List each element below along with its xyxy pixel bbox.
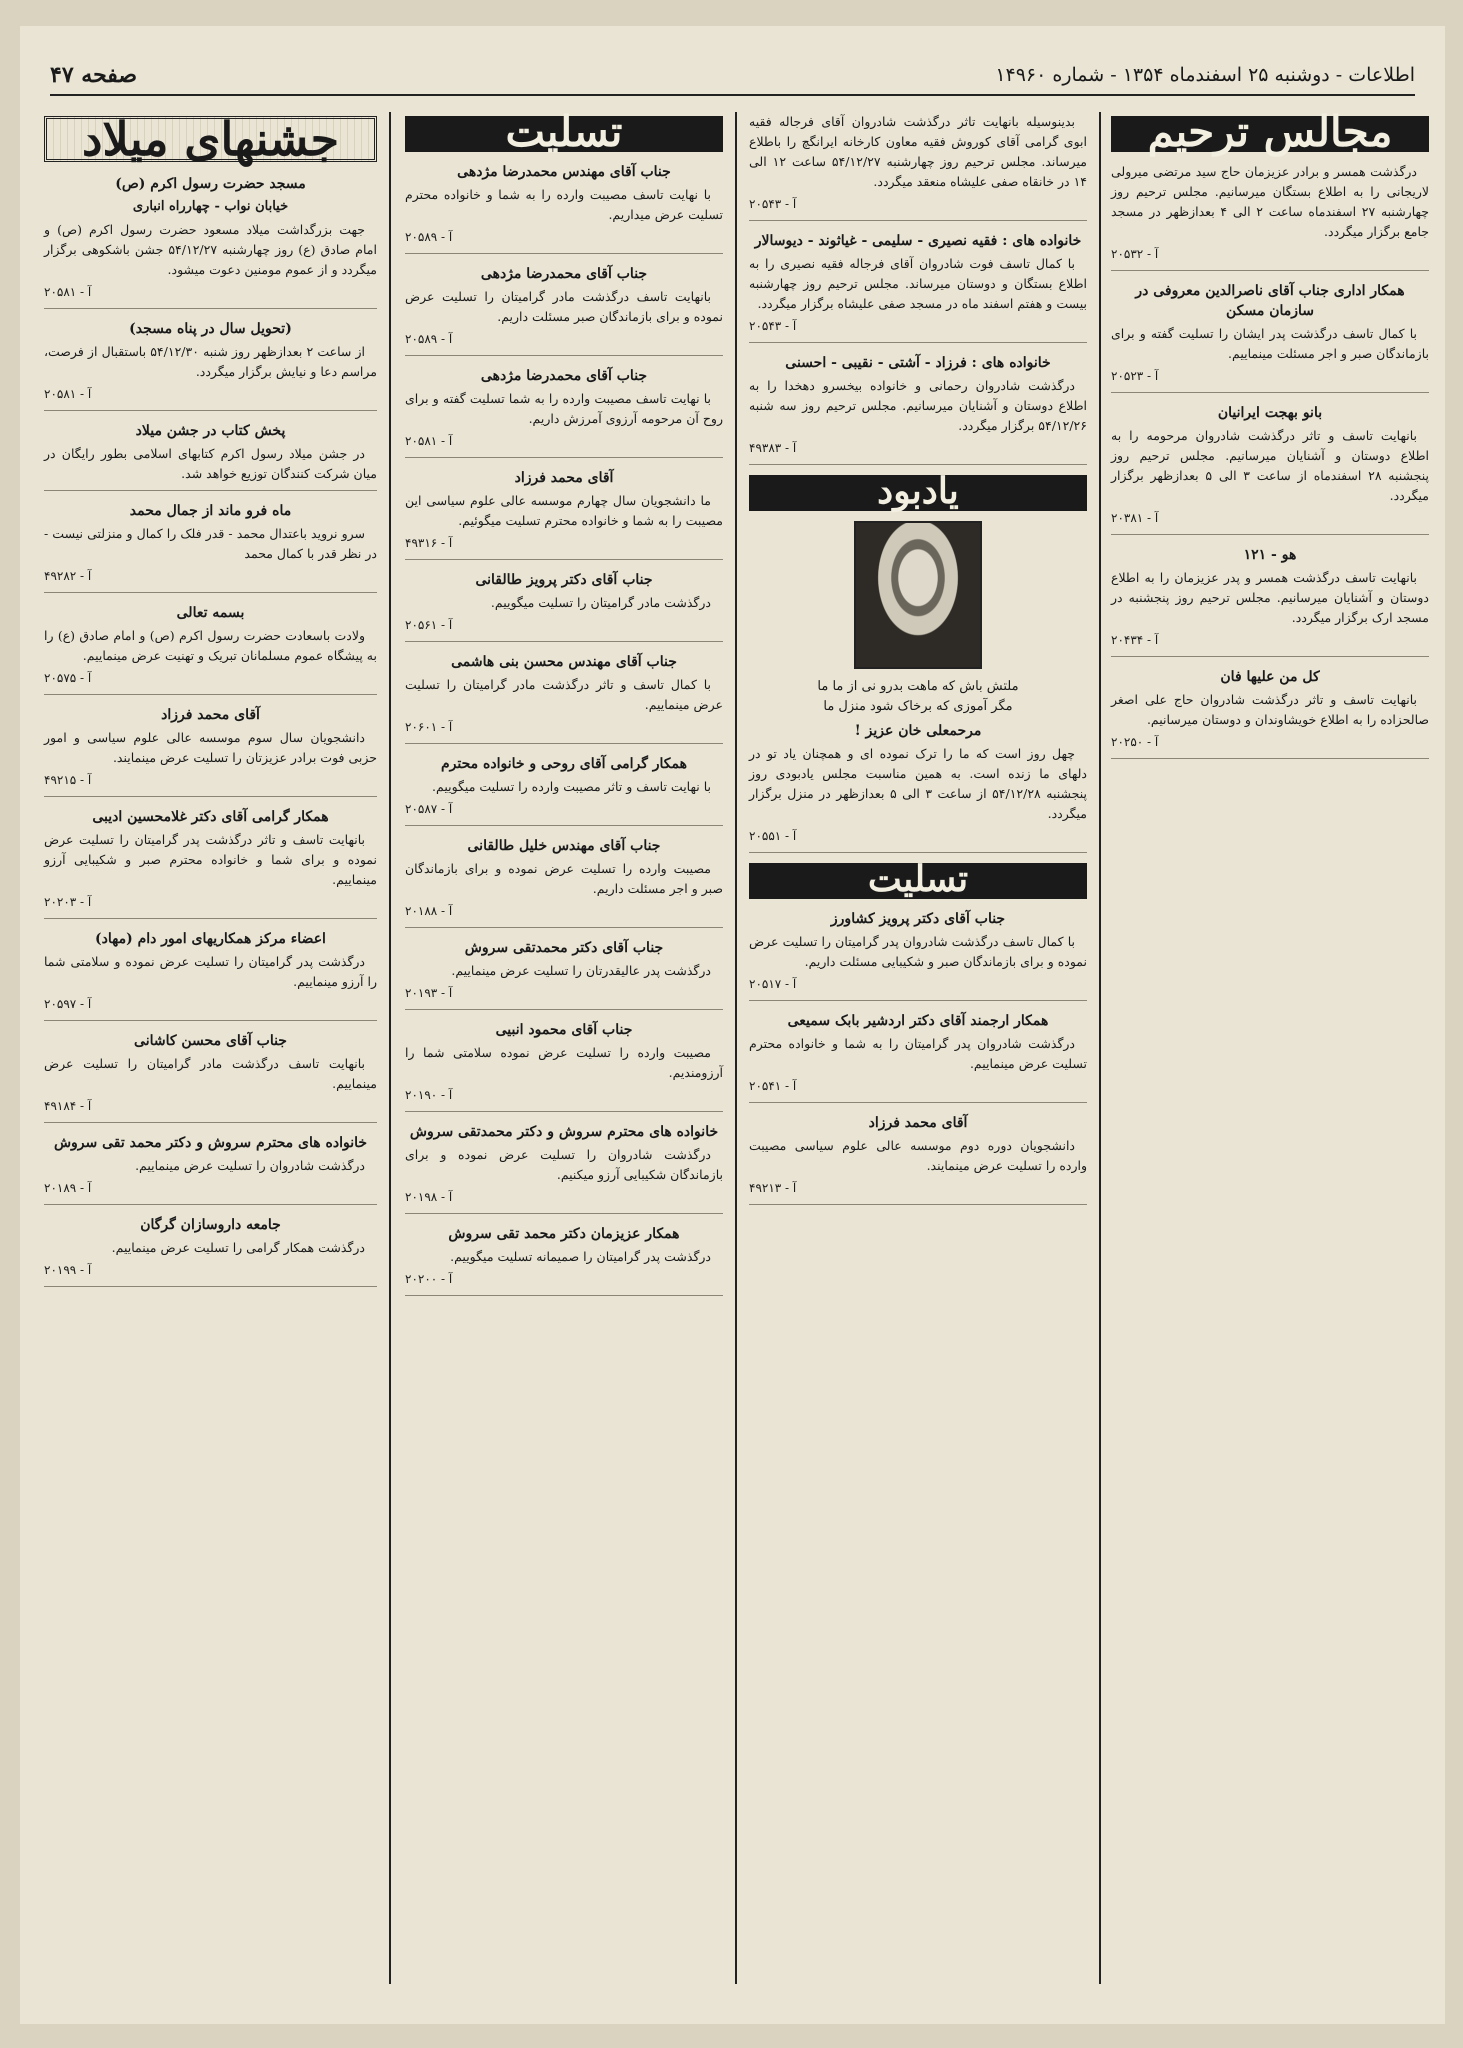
notice-text: درگذشت پدر گرامیتان را تسلیت عرض نموده و سلامتی شما را آرزو مینماییم. — [44, 954, 377, 989]
notice-title: جناب آقای دکتر محمدتقی سروش — [464, 940, 664, 956]
notice-text: با کمال تاسف درگذشت پدر ایشان را تسلیت گفته و برای بازماندگان صبر و اجر مسئلت مینماییم. — [1111, 326, 1429, 361]
notice — [1111, 545, 1429, 657]
notice-code: آ - ۲۰۵۵۱ — [749, 829, 797, 843]
notice-code: آ - ۴۹۳۸۳ — [749, 441, 797, 455]
notice-code: آ - ۴۹۲۱۳ — [749, 1181, 797, 1195]
notice — [1111, 403, 1429, 535]
notice — [1111, 162, 1429, 271]
notice-code: آ - ۲۰۲۰۳ — [44, 895, 92, 909]
notice — [405, 162, 723, 254]
notice-title: (تحویل سال در پناه مسجد) — [129, 321, 292, 337]
notice-code: آ - ۲۰۵۸۹ — [405, 332, 453, 346]
notice-text: درگذشت پدر گرامیتان را صمیمانه تسلیت میگوییم. — [450, 1249, 711, 1264]
notice — [749, 909, 1087, 1001]
column-center — [743, 112, 1093, 1984]
notice-text: بانهایت تاسف و تاثر درگذشت پدر گرامیتان را تسلیت عرض نموده و برای شما و خانواده محترم صبر و شکیبایی آرزو مینماییم. — [44, 832, 377, 887]
notice-text: در جشن میلاد رسول اکرم کتابهای اسلامی بطور رایگان در میان شرکت کنندگان توزیع خواهد شد. — [44, 446, 377, 481]
notice-title: ماه فرو ماند از جمال محمد — [129, 503, 292, 519]
notice-code: آ - ۲۰۵۷۵ — [44, 671, 92, 685]
heading-taslit: تسلیت — [405, 116, 723, 152]
notice-code: آ - ۲۰۳۸۱ — [1111, 511, 1159, 525]
notice-text: درگذشت شادروان رحمانی و خانواده بیخسرو دهخدا را به اطلاع دوستان و آشنایان میرسانیم. مجلس ترحیم روز سه شنبه ۵۴/۱۲/۲۶ برگزار میگردد. — [749, 378, 1087, 433]
notice-text: ما دانشجویان سال چهارم موسسه عالی علوم سیاسی این مصیبت را به شما و خانواده محترم تسلیت میگوئیم. — [405, 493, 723, 528]
notice — [44, 1031, 377, 1123]
page-header — [50, 56, 1415, 96]
notice-title: همکار گرامی آقای دکتر غلامحسین ادیبی — [92, 809, 329, 825]
notice — [405, 1020, 723, 1112]
column-divider — [1099, 112, 1101, 1984]
notice-text: با نهایت تاسف مصیبت وارده را به شما و خانواده محترم تسلیت عرض میداریم. — [405, 187, 723, 222]
notice-text: با کمال تاسف درگذشت شادروان پدر گرامیتان را تسلیت عرض نموده و برای بازماندگان صبر و شکیبایی مسئلت داریم. — [749, 934, 1087, 969]
notice-title: همکار اداری جناب آقای ناصرالدین معروفی در سازمان مسکن — [1135, 283, 1405, 319]
notice-title: آقای محمد فرزاد — [161, 707, 260, 723]
notice — [44, 174, 377, 309]
notice — [405, 570, 723, 642]
notice-code: آ - ۲۰۵۸۱ — [44, 387, 92, 401]
notice-code: آ - ۲۰۵۴۳ — [749, 197, 797, 211]
notice-code: آ - ۴۹۳۱۶ — [405, 536, 453, 550]
notice-title: پخش کتاب در جشن میلاد — [135, 423, 286, 439]
notice — [44, 421, 377, 491]
notice-code: آ - ۲۰۲۵۰ — [1111, 735, 1159, 749]
heading-taslit: تسلیت — [749, 863, 1087, 899]
notice-text: سرو نروید باعتدال محمد - قدر فلک را کمال و منزلتی نیست - در نظر قدر با کمال محمد — [44, 526, 377, 561]
notice-text: جهت بزرگداشت میلاد مسعود حضرت رسول اکرم (ص) و امام صادق (ع) روز چهارشنبه ۵۴/۱۲/۲۷ جشن باشکوهی برگزار میگردد و از عموم مومنین دعوت میشود. — [44, 222, 377, 277]
notice-title: جناب آقای دکتر پرویز طالقانی — [475, 572, 653, 588]
notice-code: آ - ۲۰۱۹۸ — [405, 1190, 453, 1204]
notice-code: آ - ۲۰۵۸۷ — [405, 802, 453, 816]
notice — [405, 652, 723, 744]
notice-list — [1111, 162, 1429, 759]
notice — [1111, 281, 1429, 393]
notice-code: آ - ۲۰۵۸۹ — [405, 230, 453, 244]
notice-code: آ - ۲۰۵۹۷ — [44, 997, 92, 1011]
notice-code: آ - ۲۰۱۸۸ — [405, 904, 453, 918]
notice-text: با نهایت تاسف مصیبت وارده را به شما تسلیت گفته و برای روح آن مرحومه آرزوی آمرزش داریم. — [405, 391, 723, 426]
notice — [749, 112, 1087, 221]
notice — [44, 1215, 377, 1287]
date-line: اطلاعات - دوشنبه ۲۵ اسفندماه ۱۳۵۴ - شماره ۱۴۹۶۰ — [995, 64, 1415, 86]
notice-title: مرحمعلی خان عزیز ! — [854, 723, 982, 739]
notice-title: آقای محمد فرزاد — [868, 1115, 968, 1131]
notice-code: آ - ۲۰۴۳۴ — [1111, 633, 1159, 647]
notice-list — [749, 112, 1087, 465]
column-obituaries — [1105, 112, 1435, 1984]
notice-text: درگذشت مادر گرامیتان را تسلیت میگوییم. — [490, 595, 711, 610]
notice-title: بانو بهجت ایرانیان — [1217, 405, 1323, 421]
notice-text: از ساعت ۲ بعدازظهر روز شنبه ۵۴/۱۲/۳۰ باستقبال از فرصت، مراسم دعا و نیایش برگزار میگردد. — [44, 344, 377, 379]
notice-title: جناب آقای مهندس محسن بنی هاشمی — [451, 654, 677, 670]
notice-text: با کمال تاسف و تاثر درگذشت مادر گرامیتان را تسلیت عرض مینماییم. — [405, 677, 723, 712]
notice-title: جناب آقای محسن کاشانی — [134, 1033, 287, 1049]
notice-code: آ - ۲۰۲۰۰ — [405, 1272, 453, 1286]
notice-title: خانواده های محترم سروش و دکتر محمد تقی سروش — [53, 1135, 368, 1151]
notice-code: آ - ۲۰۵۴۱ — [749, 1079, 797, 1093]
notice — [749, 1011, 1087, 1103]
heading-jashnha-milad: جشنهای میلاد — [44, 116, 377, 162]
notice-title: بسمه تعالی — [176, 605, 245, 621]
notice-title: آقای محمد فرزاد — [514, 470, 614, 486]
portrait-photo — [854, 521, 982, 669]
column-celebrations — [38, 112, 383, 1984]
notice-code: آ - ۴۹۲۸۲ — [44, 569, 92, 583]
notice — [405, 1224, 723, 1296]
notice — [405, 1122, 723, 1214]
notice-code: آ - ۲۰۶۰۱ — [405, 720, 453, 734]
notice — [44, 929, 377, 1021]
notice-code: آ - ۴۹۱۸۴ — [44, 1099, 92, 1113]
notice-text: بانهایت تاسف درگذشت مادر گرامیتان را تسلیت عرض مینماییم. — [44, 1056, 377, 1091]
notice-list — [405, 162, 723, 1296]
notice — [405, 264, 723, 356]
notice-code: آ - ۲۰۵۸۱ — [405, 434, 453, 448]
notice — [749, 721, 1087, 853]
notice-title: جناب آقای محمدرضا مژدهی — [480, 266, 648, 282]
notice — [44, 705, 377, 797]
notice-title: جناب آقای دکتر پرویز کشاورز — [830, 911, 1006, 927]
notice — [405, 754, 723, 826]
notice-text: دانشجویان دوره دوم موسسه عالی علوم سیاسی مصیبت وارده را تسلیت عرض مینمایند. — [749, 1138, 1087, 1173]
notice-code: آ - ۲۰۵۸۱ — [44, 285, 92, 299]
notice-text: بانهایت تاسف و تاثر درگذشت شادروان حاج علی اصغر صالحزاده را به اطلاع خویشاوندان و دوستان میرسانیم. — [1111, 692, 1429, 727]
notice-text: با کمال تاسف فوت شادروان آقای فرجاله فقیه نصیری را به اطلاع بستگان و دوستان میرساند. مجلس ترحیم روز چهارشنبه بیست و هفتم اسفند ماه در مسجد صفی علیشاه برگزار میگردد. — [749, 256, 1087, 311]
notice-text: بدینوسیله بانهایت تاثر درگذشت شادروان آقای فرجاله فقیه ابوی گرامی آقای کوروش فقیه معاون کارخانه ایرانگچ را باطلاع میرساند. مجلس ترحیم روز چهارشنبه ۵۴/۱۲/۲۷ ساعت ۱۲ الی ۱۴ در خانقاه صفی علیشاه منعقد میگردد. — [749, 114, 1087, 189]
newspaper-page — [20, 26, 1445, 2024]
notice — [749, 1113, 1087, 1205]
notice — [1111, 667, 1429, 759]
notice-list — [44, 174, 377, 1287]
notice-subtitle: خیابان نواب - چهارراه انباری — [132, 199, 289, 214]
notice-code: آ - ۲۰۵۱۷ — [749, 977, 797, 991]
notice-title: خانواده های : فرزاد - آشتی - نقیبی - احسنی — [785, 355, 1051, 371]
heading-yadbood: یادبود — [749, 475, 1087, 511]
notice-title: اعضاء مرکز همکاریهای امور دام (مهاد) — [95, 931, 326, 947]
notice-text: درگذشت شادروان را تسلیت عرض مینماییم. — [135, 1158, 365, 1173]
notice-title: جناب آقای محمدرضا مژدهی — [480, 368, 648, 384]
notice-code: آ - ۲۰۱۹۰ — [405, 1088, 453, 1102]
notice-text: درگذشت پدر عالیقدرتان را تسلیت عرض مینماییم. — [451, 963, 711, 978]
notice-text: مصیبت وارده را تسلیت عرض نموده سلامتی شما را آرزومندیم. — [405, 1045, 723, 1080]
page-number: صفحه ۴۷ — [50, 62, 138, 88]
notice-text: درگذشت شادروان را تسلیت عرض نموده و برای بازماندگان شکیبایی آرزو میکنیم. — [405, 1147, 723, 1182]
notice-title: جناب آقای مهندس خلیل طالقانی — [467, 838, 661, 854]
poem: ملتش باش که ماهت بدرو نی از ما ما مگر آموزی که برخاک شود منزل ما — [817, 679, 1019, 714]
notice-code: آ - ۲۰۱۹۹ — [44, 1263, 92, 1277]
notice — [405, 836, 723, 928]
column-divider — [389, 112, 391, 1984]
notice — [749, 353, 1087, 465]
notice-text: دانشجویان سال سوم موسسه عالی علوم سیاسی و امور حزبی فوت برادر عزیزتان را تسلیت عرض مینمایند. — [44, 730, 377, 765]
notice — [405, 366, 723, 458]
notice — [749, 231, 1087, 343]
notice-title: جناب آقای مهندس محمدرضا مژدهی — [457, 164, 671, 180]
notice-code: آ - ۲۰۱۸۹ — [44, 1181, 92, 1195]
notice-text: مصیبت وارده را تسلیت عرض نموده و برای بازماندگان صبر و اجر مسئلت داریم. — [405, 861, 723, 896]
notice-title: جامعه داروسازان گرگان — [140, 1217, 281, 1233]
notice — [44, 501, 377, 593]
notice-title: خانواده های محترم سروش و دکتر محمدتقی سروش — [409, 1124, 719, 1140]
notice-text: با نهایت تاسف و تاثر مصیبت وارده را تسلیت میگوییم. — [432, 779, 711, 794]
notice-code: آ - ۲۰۵۴۳ — [749, 319, 797, 333]
notice-code: آ - ۲۰۵۲۳ — [1111, 369, 1159, 383]
notice — [405, 468, 723, 560]
notice-title: همکار گرامی آقای روحی و خانواده محترم — [441, 756, 687, 772]
notice-title: همکار ارجمند آقای دکتر اردشیر بابک سمیعی — [787, 1013, 1049, 1029]
notice-title: جناب آقای محمود انبیی — [495, 1022, 633, 1038]
notice-code: آ - ۲۰۱۹۳ — [405, 986, 453, 1000]
notice-title: همکار عزیزمان دکتر محمد تقی سروش — [448, 1226, 680, 1242]
notice-title: مسجد حضرت رسول اکرم (ص) — [115, 176, 306, 192]
notice-title: کل من علیها فان — [1220, 669, 1320, 685]
notice — [44, 319, 377, 411]
column-condolences — [399, 112, 729, 1984]
notice-text: درگذشت همسر و برادر عزیزمان حاج سید مرتضی میرولی لاریجانی را به اطلاع بستگان میرسانیم. مجلس ترحیم روز چهارشنبه ۲۷ اسفندماه ساعت ۲ الی ۴ بعدازظهر در مسجد جامع برگزار میگردد. — [1111, 164, 1430, 239]
notice-text: بانهایت تاسف درگذشت همسر و پدر عزیزمان را به اطلاع دوستان و آشنایان میرسانیم. مجلس ترحیم روز پنجشنبه در مسجد ارک برگزار میگردد. — [1111, 570, 1429, 625]
notice — [44, 603, 377, 695]
notice-code: آ - ۲۰۵۶۱ — [405, 618, 453, 632]
notice-text: بانهایت تاسف و تاثر درگذشت شادروان مرحومه را به اطلاع دوستان و آشنایان میرسانیم. مجلس ترحیم روز پنجشنبه ۲۸ اسفندماه از ساعت ۳ الی ۵ بعدازظهر برگزار میگردد. — [1111, 428, 1429, 503]
notice-code: آ - ۴۹۲۱۵ — [44, 773, 92, 787]
notice — [44, 1133, 377, 1205]
notice-text: ولادت باسعادت حضرت رسول اکرم (ص) و امام صادق (ع) را به پیشگاه عموم مسلمانان تبریک و تهنیت عرض مینماییم. — [44, 628, 377, 663]
notice-text: درگذشت همکار گرامی را تسلیت عرض مینماییم. — [111, 1240, 365, 1255]
heading-majales-tarhim: مجالس ترحیم — [1111, 116, 1429, 152]
notice — [405, 938, 723, 1010]
column-divider — [735, 112, 737, 1984]
notice-text: بانهایت تاسف درگذشت مادر گرامیتان را تسلیت عرض نموده و برای بازماندگان صبر مسئلت داریم. — [405, 289, 723, 324]
notice-list — [749, 909, 1087, 1205]
notice — [44, 807, 377, 919]
notice-title: هو - ۱۲۱ — [1243, 547, 1297, 563]
notice-text: چهل روز است که ما را ترک نموده ای و همچنان یاد تو در دلهای ما زنده است. به همین مناسبت مجلس یادبودی روز پنجشنبه ۵۴/۱۲/۲۸ از ساعت ۳ الی ۵ بعدازظهر در منزل برگزار میگردد. — [749, 746, 1087, 821]
notice-title: خانواده های : فقیه نصیری - سلیمی - غیاثوند - دیوسالار — [754, 233, 1082, 249]
notice-text: درگذشت شادروان پدر گرامیتان را به شما و خانواده محترم تسلیت عرض مینماییم. — [749, 1036, 1087, 1071]
notice-code: آ - ۲۰۵۳۲ — [1111, 247, 1159, 261]
